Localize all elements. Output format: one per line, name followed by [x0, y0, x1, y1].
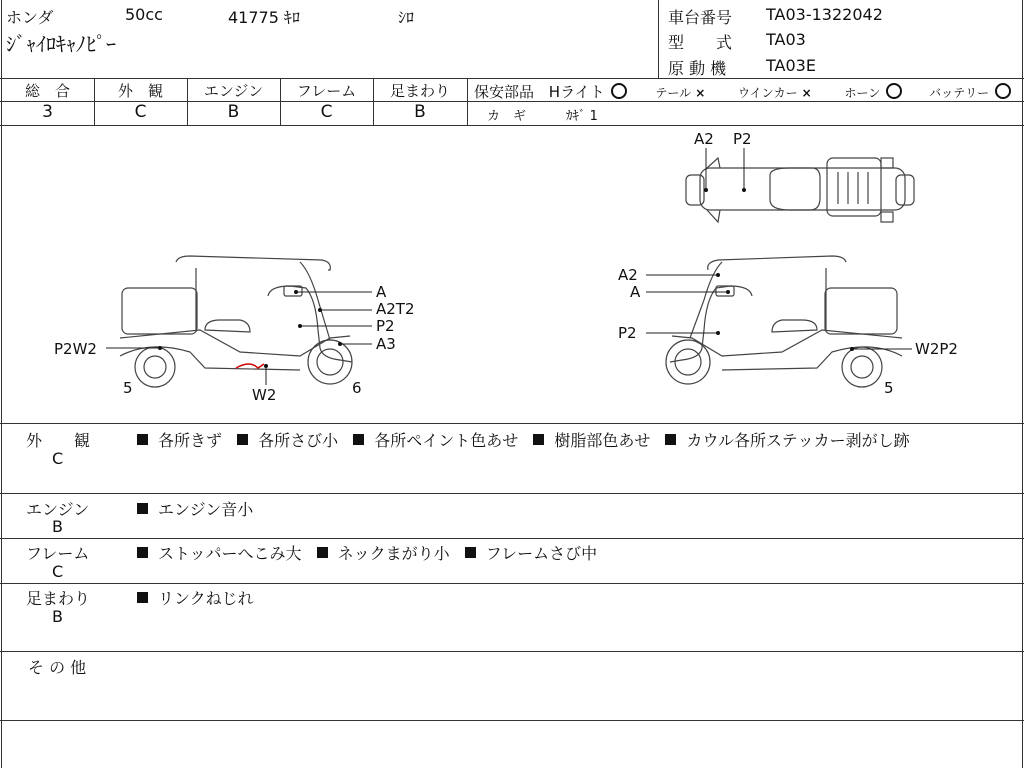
- scooter-diagram: [0, 125, 1024, 423]
- remarks-other-label: そ の 他: [28, 658, 87, 677]
- safety-label: 保安部品: [474, 83, 535, 101]
- ng-x-icon: ×: [801, 86, 812, 100]
- model-name: ｼﾞｬｲﾛｷｬﾉﾋﾟｰ: [6, 32, 116, 56]
- remarks-frame-label: フレーム: [26, 544, 90, 563]
- grade-engine-value: B: [227, 102, 240, 122]
- label-left-w2: W2: [252, 386, 277, 404]
- key-label: カ ギ: [487, 109, 527, 124]
- label-left-a3: A3: [376, 335, 396, 353]
- grade-col-5: [467, 78, 468, 125]
- grade-engine-label: エンジン: [203, 82, 264, 100]
- remark-item: エンジン音小: [137, 500, 253, 519]
- label-left-a: A: [376, 283, 387, 301]
- label-left-a2t2: A2T2: [376, 300, 415, 318]
- mileage: 41775 ｷﾛ: [228, 8, 300, 27]
- safety-winker: ウインカー ×: [738, 86, 812, 100]
- grade-suspension-value: B: [414, 102, 426, 122]
- grade-frame-value: C: [320, 102, 333, 122]
- label-left-5: 5: [123, 379, 133, 397]
- row-line-4: [0, 493, 1024, 494]
- label-top-p2: P2: [733, 130, 752, 148]
- ok-circle-icon: [886, 83, 902, 99]
- damage-mark: [236, 364, 264, 368]
- safety-tail: テール ×: [655, 86, 706, 100]
- safety-battery: バッテリー: [929, 86, 1011, 100]
- row-line-8: [0, 720, 1024, 721]
- remarks-engine-grade: B: [52, 517, 63, 536]
- label-right-a2: A2: [618, 266, 638, 284]
- grade-suspension-label: 足まわり: [389, 82, 450, 100]
- grade-overall-label: 総 合: [24, 82, 70, 100]
- remarks-frame-grade: C: [52, 562, 64, 581]
- safety-horn: ホーン: [845, 86, 903, 100]
- remark-item: フレームさび中: [465, 544, 597, 563]
- remark-item: 各所ペイント色あせ: [353, 431, 518, 450]
- remarks-suspension-items: [137, 586, 264, 609]
- grade-overall-value: 3: [42, 102, 53, 122]
- remark-item: 各所きず: [137, 431, 222, 450]
- engine-model-value: TA03E: [766, 56, 816, 75]
- engine-model-label: 原 動 機: [668, 59, 727, 78]
- remarks-suspension-grade: B: [52, 607, 63, 626]
- label-top-a2: A2: [694, 130, 714, 148]
- label-right-p2: P2: [618, 324, 637, 342]
- remarks-engine-items: [137, 497, 263, 520]
- row-line-5: [0, 538, 1024, 539]
- key-value: ｶｷﾞ 1: [566, 109, 598, 124]
- remarks-exterior-items: [137, 428, 910, 451]
- top-view-outline: [686, 158, 914, 222]
- grade-frame-label: フレーム: [296, 82, 357, 100]
- type-value: TA03: [766, 30, 806, 49]
- header-divider: [658, 0, 659, 78]
- safety-parts: [474, 81, 1011, 102]
- color: ｼﾛ: [398, 8, 415, 27]
- remark-item: 各所さび小: [237, 431, 338, 450]
- grade-exterior-value: C: [134, 102, 147, 122]
- remarks-exterior-grade: C: [52, 449, 64, 468]
- safety-headlight: Hライト: [549, 83, 627, 101]
- row-line-7: [0, 651, 1024, 652]
- label-left-p2: P2: [376, 317, 395, 335]
- remark-item: ネックまがり小: [317, 544, 450, 563]
- displacement: 50cc: [125, 5, 163, 24]
- maker: ホンダ: [6, 8, 54, 27]
- grade-exterior-label: 外 観: [117, 82, 163, 100]
- remark-item: カウル各所ステッカー剥がし跡: [665, 431, 909, 450]
- remarks-engine-label: エンジン: [26, 500, 90, 519]
- label-right-5: 5: [884, 379, 894, 397]
- label-left-p2w2: P2W2: [54, 340, 97, 358]
- row-line-3: [0, 423, 1024, 424]
- label-left-6: 6: [352, 379, 362, 397]
- ok-circle-icon: [611, 83, 627, 99]
- type-label: 型 式: [668, 33, 733, 52]
- remark-item: 樹脂部色あせ: [533, 431, 650, 450]
- remark-item: ストッパーへこみ大: [137, 544, 302, 563]
- label-right-w2p2: W2P2: [915, 340, 958, 358]
- right-side-view-outline: [666, 256, 902, 387]
- remarks-suspension-label: 足まわり: [26, 589, 91, 608]
- row-line-1: [0, 78, 1024, 79]
- ng-x-icon: ×: [695, 86, 706, 100]
- label-right-a: A: [630, 283, 641, 301]
- remarks-frame-items: [137, 541, 607, 564]
- remark-item: リンクねじれ: [137, 589, 254, 608]
- frame-number-value: TA03-1322042: [766, 5, 883, 24]
- frame-number-label: 車台番号: [668, 8, 733, 27]
- row-line-6: [0, 583, 1024, 584]
- ok-circle-icon: [995, 83, 1011, 99]
- remarks-exterior-label: 外 観: [26, 431, 91, 450]
